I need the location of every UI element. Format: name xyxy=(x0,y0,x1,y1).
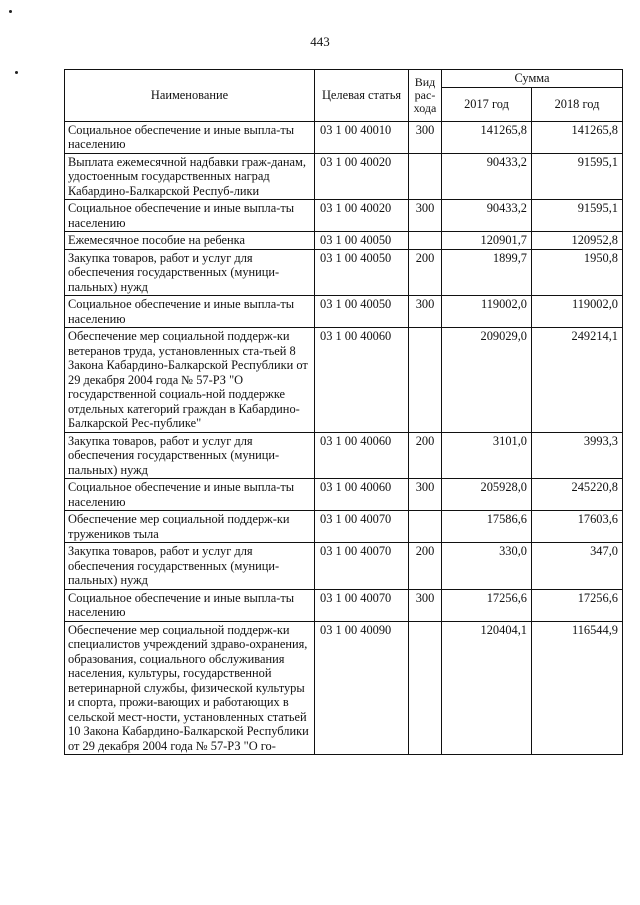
row-code: 03 1 00 40020 xyxy=(315,200,409,232)
row-kind xyxy=(409,621,442,755)
table-row xyxy=(65,543,623,590)
scan-mark xyxy=(9,10,12,13)
row-value-2017: 119002,0 xyxy=(442,296,532,328)
row-kind: 300 xyxy=(409,589,442,621)
row-name: Обеспечение мер социальной поддерж-ки ветеранов труда, установленных ста-тьей 8 Закона Кабардино-Балкарской Республики от 29 декабря 2004 года № 57-РЗ "О государственной социаль-ной поддержке отдельных категорий граждан в Кабардино-Балкарской Рес-публике" xyxy=(65,328,315,433)
row-code: 03 1 00 40020 xyxy=(315,153,409,200)
page-number: 443 xyxy=(310,34,330,49)
row-code: 03 1 00 40070 xyxy=(315,589,409,621)
row-value-2017: 1899,7 xyxy=(442,249,532,296)
row-code: 03 1 00 40070 xyxy=(315,543,409,590)
table-row xyxy=(65,328,623,433)
row-kind xyxy=(409,232,442,250)
header-name: Наименование xyxy=(65,70,315,122)
row-value-2017: 90433,2 xyxy=(442,200,532,232)
row-code: 03 1 00 40010 xyxy=(315,121,409,153)
header-code: Целевая статья xyxy=(315,70,409,122)
header-year-2018: 2018 год xyxy=(532,87,623,121)
row-kind: 300 xyxy=(409,296,442,328)
row-kind: 300 xyxy=(409,479,442,511)
row-kind: 300 xyxy=(409,121,442,153)
row-value-2017: 120404,1 xyxy=(442,621,532,755)
table-row xyxy=(65,200,623,232)
row-code: 03 1 00 40050 xyxy=(315,232,409,250)
row-value-2018: 17256,6 xyxy=(532,589,623,621)
row-value-2018: 1950,8 xyxy=(532,249,623,296)
scan-mark xyxy=(15,71,18,74)
row-kind xyxy=(409,153,442,200)
table-row xyxy=(65,296,623,328)
row-value-2017: 205928,0 xyxy=(442,479,532,511)
row-name: Закупка товаров, работ и услуг для обеспечения государственных (муници-пальных) нужд xyxy=(65,249,315,296)
row-value-2017: 141265,8 xyxy=(442,121,532,153)
table-row xyxy=(65,621,623,755)
header-kind: Вид рас-хода xyxy=(409,70,442,122)
row-value-2017: 209029,0 xyxy=(442,328,532,433)
row-kind: 200 xyxy=(409,249,442,296)
row-name: Выплата ежемесячной надбавки граж-данам, удостоенным государственных наград Кабардино-Балкарской Респуб-лики xyxy=(65,153,315,200)
row-code: 03 1 00 40050 xyxy=(315,249,409,296)
row-kind xyxy=(409,328,442,433)
row-name: Социальное обеспечение и иные выпла-ты населению xyxy=(65,121,315,153)
row-name: Закупка товаров, работ и услуг для обеспечения государственных (муници-пальных) нужд xyxy=(65,432,315,479)
table-row xyxy=(65,589,623,621)
row-value-2017: 120901,7 xyxy=(442,232,532,250)
row-value-2018: 17603,6 xyxy=(532,511,623,543)
table-row xyxy=(65,249,623,296)
budget-table xyxy=(64,69,623,755)
row-value-2017: 90433,2 xyxy=(442,153,532,200)
row-value-2018: 119002,0 xyxy=(532,296,623,328)
row-kind: 200 xyxy=(409,543,442,590)
row-code: 03 1 00 40060 xyxy=(315,479,409,511)
row-value-2017: 17256,6 xyxy=(442,589,532,621)
row-value-2017: 3101,0 xyxy=(442,432,532,479)
row-code: 03 1 00 40050 xyxy=(315,296,409,328)
row-value-2018: 120952,8 xyxy=(532,232,623,250)
row-value-2018: 141265,8 xyxy=(532,121,623,153)
row-value-2018: 91595,1 xyxy=(532,153,623,200)
table-row xyxy=(65,511,623,543)
table-row xyxy=(65,121,623,153)
row-value-2018: 3993,3 xyxy=(532,432,623,479)
row-name: Закупка товаров, работ и услуг для обеспечения государственных (муници-пальных) нужд xyxy=(65,543,315,590)
row-value-2017: 17586,6 xyxy=(442,511,532,543)
row-code: 03 1 00 40060 xyxy=(315,328,409,433)
table-row xyxy=(65,479,623,511)
row-value-2018: 249214,1 xyxy=(532,328,623,433)
row-name: Социальное обеспечение и иные выпла-ты населению xyxy=(65,479,315,511)
row-code: 03 1 00 40090 xyxy=(315,621,409,755)
table-row xyxy=(65,232,623,250)
row-kind: 200 xyxy=(409,432,442,479)
row-name: Социальное обеспечение и иные выпла-ты населению xyxy=(65,296,315,328)
table-row xyxy=(65,432,623,479)
row-value-2017: 330,0 xyxy=(442,543,532,590)
table-row xyxy=(65,153,623,200)
row-code: 03 1 00 40060 xyxy=(315,432,409,479)
row-kind: 300 xyxy=(409,200,442,232)
row-name: Социальное обеспечение и иные выпла-ты населению xyxy=(65,589,315,621)
row-name: Ежемесячное пособие на ребенка xyxy=(65,232,315,250)
row-value-2018: 116544,9 xyxy=(532,621,623,755)
row-value-2018: 91595,1 xyxy=(532,200,623,232)
row-value-2018: 347,0 xyxy=(532,543,623,590)
header-sum: Сумма xyxy=(442,70,623,88)
row-name: Обеспечение мер социальной поддерж-ки специалистов учреждений здраво-охранения, образования, социального обслуживания населения, культуры, государственной ветеринарной службы, физической культуры и спорта, прожи-вающих и работающих в сельской мест-ности, установленных статьей 10 Закона Кабардино-Балкарской Республики от 29 декабря 2004 года № 57-РЗ "О го- xyxy=(65,621,315,755)
row-code: 03 1 00 40070 xyxy=(315,511,409,543)
row-name: Социальное обеспечение и иные выпла-ты населению xyxy=(65,200,315,232)
header-year-2017: 2017 год xyxy=(442,87,532,121)
row-kind xyxy=(409,511,442,543)
row-name: Обеспечение мер социальной поддерж-ки тружеников тыла xyxy=(65,511,315,543)
row-value-2018: 245220,8 xyxy=(532,479,623,511)
